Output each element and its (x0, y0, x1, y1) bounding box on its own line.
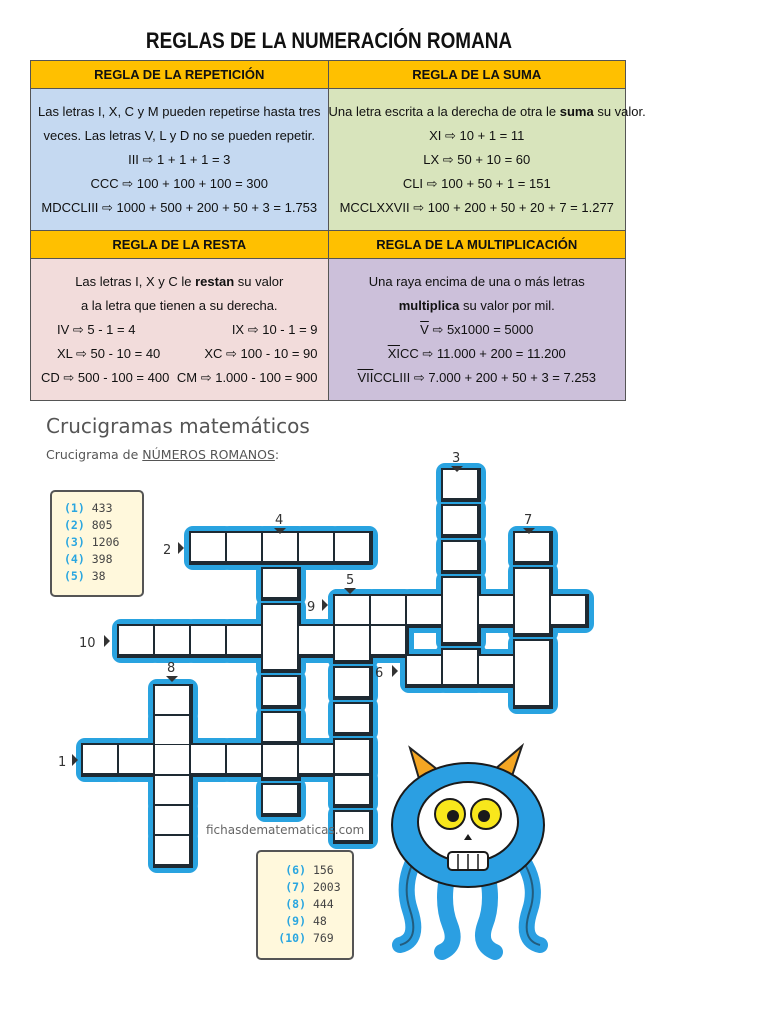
crossword-cell[interactable] (299, 745, 333, 773)
header-resta: REGLA DE LA RESTA (31, 231, 329, 259)
website-credit: fichasdematematicas.com (206, 823, 365, 837)
arrow-icon (322, 599, 328, 611)
crossword-cell[interactable] (515, 569, 549, 597)
clues-box-right (256, 850, 354, 960)
arrow-icon (392, 665, 398, 677)
repeticion-example: CCC ⇨ 100 + 100 + 100 = 300 (90, 175, 268, 191)
cell-suma (328, 89, 646, 231)
grid-number-label: 2 (163, 543, 172, 558)
grid-number-label: 5 (346, 573, 355, 588)
crossword-cell[interactable] (335, 668, 369, 696)
crossword-cell[interactable] (227, 626, 261, 654)
multiplicacion-intro: multiplica su valor por mil. (398, 297, 555, 313)
crossword-cell[interactable] (299, 533, 333, 561)
crossword-cell[interactable] (263, 745, 297, 773)
crossword-cell[interactable] (263, 677, 297, 705)
multiplicacion-intro: Una raya encima de una o más letras (368, 273, 585, 289)
clue-item: (9) 48 (285, 914, 327, 928)
multiplicacion-example: $\overline{VII}CCLIII$ ⇨ 7.000 + 200 + 50 + 3 = 7.253 (357, 369, 597, 385)
clue-item: (3) 1206 (64, 535, 120, 549)
resta-example: CM ⇨ 1.000 - 100 = 900 (176, 369, 318, 385)
grid-number-label: 8 (167, 661, 176, 676)
crossword-subtitle: Crucigrama de NÚMEROS ROMANOS: (46, 447, 280, 462)
crossword-cell[interactable] (119, 626, 153, 654)
arrow-icon (104, 635, 110, 647)
crossword-cell[interactable] (335, 626, 369, 654)
suma-example: MCCLXXVII ⇨ 100 + 200 + 50 + 20 + 7 = 1.277 (339, 199, 614, 215)
document-title: REGLAS DE LA NUMERACIÓN ROMANA (145, 28, 513, 53)
multiplicacion-example: $\overline{V}$ ⇨ 5x1000 = 5000 (420, 321, 534, 337)
grid-number-label: 7 (524, 513, 533, 528)
crossword-cell[interactable] (263, 569, 297, 597)
crossword-cell[interactable] (263, 533, 297, 561)
crossword-cell[interactable] (371, 596, 405, 624)
grid-number-label: 6 (375, 666, 384, 681)
crossword-cell[interactable] (335, 745, 369, 773)
resta-example-row (31, 342, 328, 366)
resta-example: XL ⇨ 50 - 10 = 40 (57, 345, 161, 361)
repeticion-line: Las letras I, X, C y M pueden repetirse hasta tres (37, 103, 321, 119)
resta-intro: Las letras I, X y C le restan su valor (75, 273, 284, 289)
grid-number-label: 3 (452, 451, 461, 466)
clue-item: (10) 769 (278, 931, 334, 945)
crossword-cell[interactable] (155, 626, 189, 654)
crossword-cell[interactable] (191, 745, 225, 773)
crossword-cell[interactable] (155, 745, 189, 773)
crossword-cell[interactable] (155, 716, 189, 744)
crossword-cell[interactable] (155, 776, 189, 804)
crossword-cell[interactable] (479, 596, 513, 624)
grid-number-label: 1 (58, 755, 67, 770)
crossword-cell[interactable] (263, 785, 297, 813)
header-multiplicacion: REGLA DE LA MULTIPLICACIÓN (328, 231, 626, 259)
crossword-cell[interactable] (515, 656, 549, 684)
rules-table (30, 60, 646, 401)
crossword-cell[interactable] (443, 656, 477, 684)
clue-item: (1) 433 (64, 501, 113, 515)
crossword-cell[interactable] (83, 745, 117, 773)
header-suma: REGLA DE LA SUMA (328, 61, 626, 89)
crossword-cell[interactable] (335, 704, 369, 732)
clue-item: (5) 38 (64, 569, 106, 583)
crossword-cell[interactable] (515, 596, 549, 624)
suma-example: LX ⇨ 50 + 10 = 60 (423, 151, 531, 167)
crossword-cell[interactable] (155, 806, 189, 834)
resta-example: XC ⇨ 100 - 10 = 90 (204, 345, 318, 361)
crossword-cell[interactable] (191, 533, 225, 561)
crossword-cell[interactable] (443, 506, 477, 534)
crossword-cell[interactable] (155, 836, 189, 864)
crossword-cell[interactable] (335, 776, 369, 804)
resta-example: CD ⇨ 500 - 100 = 400 (41, 369, 170, 385)
grid-number-label: 9 (307, 600, 316, 615)
crossword-title: Crucigramas matemáticos (46, 414, 310, 438)
crossword-cell[interactable] (407, 656, 441, 684)
crossword-cell[interactable] (443, 542, 477, 570)
crossword-cell[interactable] (227, 745, 261, 773)
crossword-cell[interactable] (515, 533, 549, 561)
suma-example: CLI ⇨ 100 + 50 + 1 = 151 (402, 175, 551, 191)
clue-item: (2) 805 (64, 518, 113, 532)
grid-number-label: 10 (79, 636, 96, 651)
resta-example-row (31, 318, 328, 342)
suma-example: XI ⇨ 10 + 1 = 11 (429, 127, 525, 143)
crossword-cell[interactable] (299, 626, 333, 654)
suma-intro: Una letra escrita a la derecha de otra le suma su valor. (328, 103, 646, 119)
crossword-cell[interactable] (443, 596, 477, 624)
crossword-cell[interactable] (407, 596, 441, 624)
arrow-icon (178, 542, 184, 554)
resta-example: IX ⇨ 10 - 1 = 9 (231, 321, 318, 337)
repeticion-example: III ⇨ 1 + 1 + 1 = 3 (128, 151, 231, 167)
resta-example: IV ⇨ 5 - 1 = 4 (57, 321, 136, 337)
crossword-cell[interactable] (479, 656, 513, 684)
repeticion-example: MDCCLIII ⇨ 1000 + 500 + 200 + 50 + 3 = 1.753 (41, 199, 318, 215)
crossword-cell[interactable] (335, 596, 369, 624)
crossword-cell[interactable] (155, 686, 189, 714)
clue-item: (8) 444 (285, 897, 334, 911)
cell-repeticion (31, 89, 329, 231)
cell-resta (31, 259, 329, 401)
crossword-cell[interactable] (371, 626, 405, 654)
resta-intro: a la letra que tienen a su derecha. (80, 297, 278, 313)
clue-item: (4) 398 (64, 552, 113, 566)
cell-multiplicacion (328, 259, 626, 401)
clues-box-left (50, 490, 144, 597)
crossword-cell[interactable] (119, 745, 153, 773)
grid-number-label: 4 (275, 513, 284, 528)
multiplicacion-example: $\overline{XI}CC$ ⇨ 11.000 + 200 = 11.200 (387, 345, 566, 361)
resta-example-row (31, 366, 328, 390)
clue-item: (6) 156 (285, 863, 334, 877)
clue-item: (7) 2003 (285, 880, 341, 894)
crossword-cell[interactable] (551, 596, 585, 624)
crossword-cell[interactable] (443, 470, 477, 498)
crossword-cell[interactable] (263, 713, 297, 741)
crossword-cell[interactable] (191, 626, 225, 654)
monster-illustration (380, 740, 560, 960)
header-repeticion: REGLA DE LA REPETICIÓN (31, 61, 329, 89)
crossword-cell[interactable] (335, 533, 369, 561)
repeticion-line: veces. Las letras V, L y D no se pueden repetir. (43, 127, 315, 143)
crossword-cell[interactable] (263, 626, 297, 654)
crossword-cell[interactable] (227, 533, 261, 561)
